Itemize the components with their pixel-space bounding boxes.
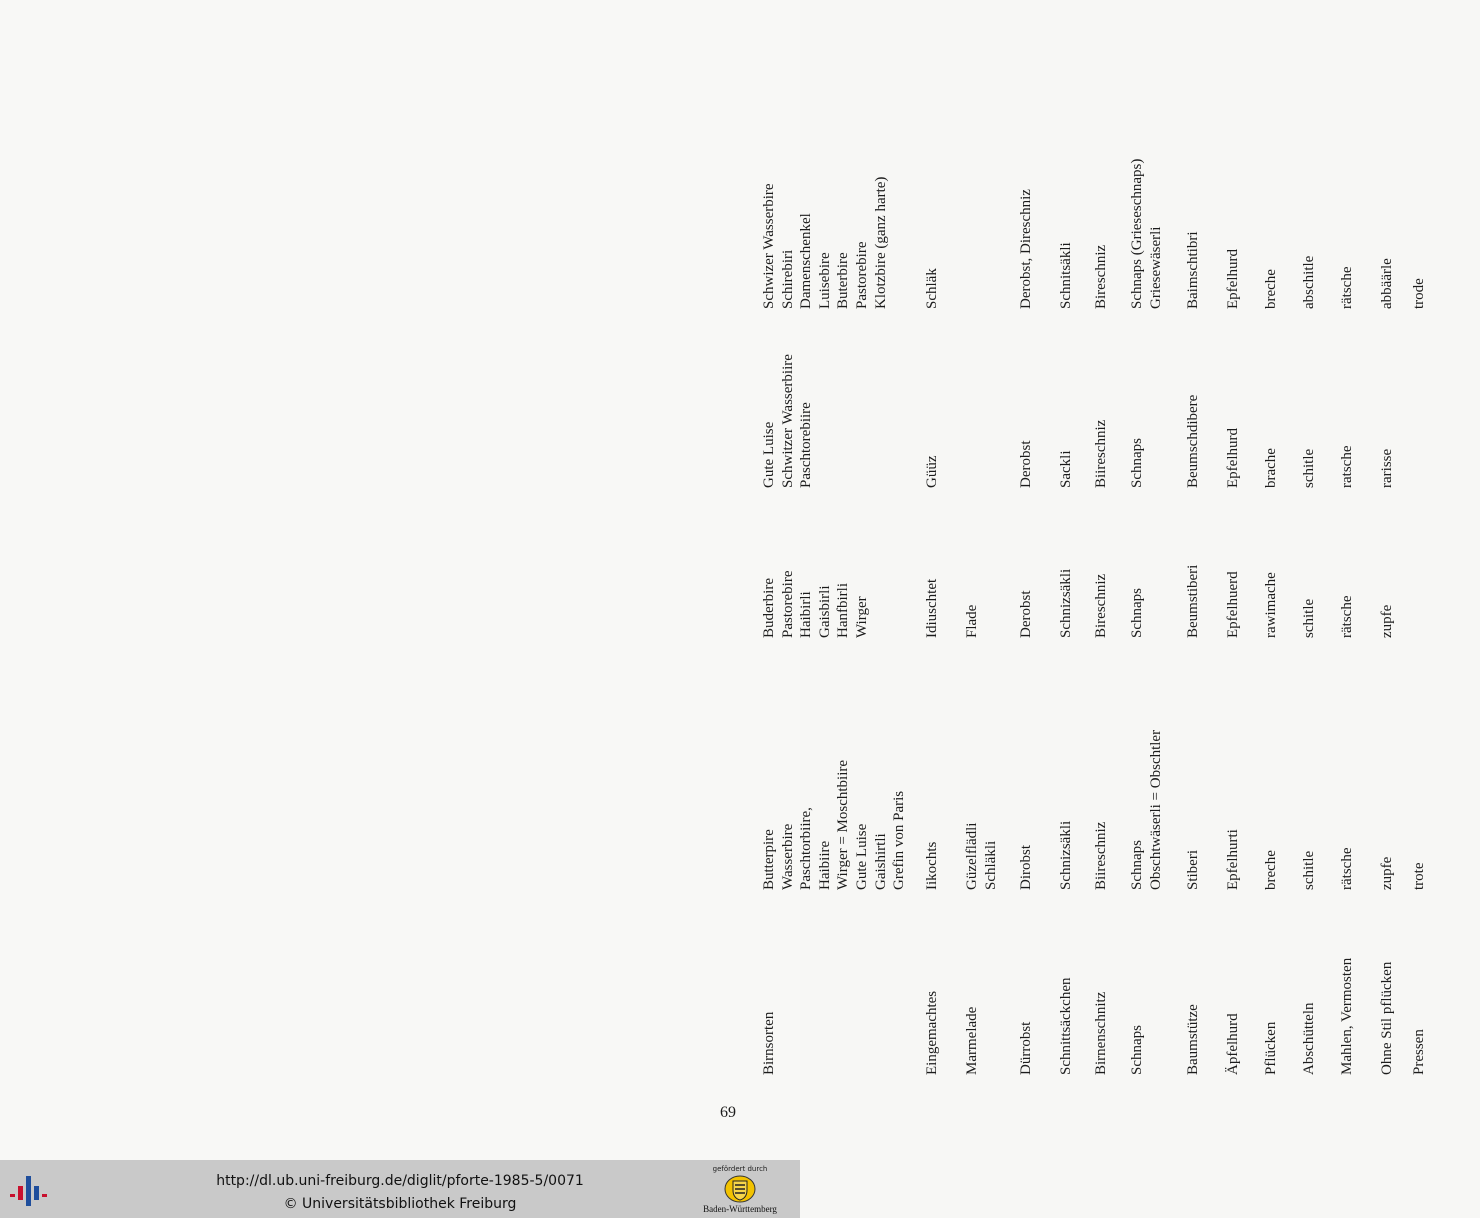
row-label: Baumstütze xyxy=(1185,1004,1201,1075)
row-label: Dürrobst xyxy=(1018,1021,1034,1075)
cell-line: Schnitsäkli xyxy=(1058,242,1074,309)
cell-line: Schnaps xyxy=(1129,840,1145,890)
cell-line: Grefin von Paris xyxy=(891,790,908,890)
cell-line: Stiberi xyxy=(1185,850,1201,890)
dialect-cell xyxy=(760,760,909,890)
footer-bar xyxy=(0,1160,800,1218)
cell-line: breche xyxy=(1263,269,1279,309)
cell-line: Flade xyxy=(964,604,980,638)
cell-line: Bireschniz xyxy=(1093,573,1109,638)
cell-line: Gute Luise xyxy=(761,421,777,488)
cell-line: ratsche xyxy=(1339,445,1355,488)
document-url-link[interactable]: http://dl.ub.uni-freiburg.de/diglit/pforte-1985-5/0071 xyxy=(216,1173,584,1189)
dialect-cell xyxy=(1184,565,1203,638)
cell-line: Griesewäserli xyxy=(1147,226,1164,309)
dialect-cell xyxy=(1262,572,1281,638)
dialect-cell xyxy=(1184,232,1203,310)
cell-line: Bireschniz xyxy=(1093,244,1109,309)
cell-line: abschitle xyxy=(1301,255,1317,309)
cell-line: Derobst xyxy=(1018,590,1034,638)
cell-line: Biireschniz xyxy=(1093,419,1109,488)
dialect-cell xyxy=(1338,446,1357,488)
dialect-cell xyxy=(760,354,816,488)
cell-line: schitle xyxy=(1301,448,1317,488)
row-label: Mahlen, Vermosten xyxy=(1339,957,1355,1075)
dialect-cell xyxy=(1128,438,1147,488)
cell-line: Derobst xyxy=(1018,440,1034,488)
cell-line: Baimschtibri xyxy=(1185,231,1201,309)
cell-line: Gaishirtli xyxy=(872,833,889,890)
cell-line: Schnaps xyxy=(1129,438,1145,488)
dialect-cell xyxy=(1057,451,1076,489)
cell-line: rätsche xyxy=(1339,847,1355,890)
dialect-cell xyxy=(1128,588,1147,638)
cell-line: trote xyxy=(1411,862,1427,890)
dialect-cell xyxy=(1338,596,1357,638)
dialect-cell xyxy=(1262,269,1281,309)
cell-line: Paschtorbiire, xyxy=(798,807,815,890)
cell-line: Gute Luise xyxy=(853,823,870,890)
dialect-cell xyxy=(1338,848,1357,890)
cell-line: rarisse xyxy=(1379,448,1395,488)
cell-line: rawimache xyxy=(1263,572,1279,638)
dialect-cell xyxy=(1262,448,1281,488)
dialect-cell xyxy=(1300,449,1319,488)
cell-line: Haibiire xyxy=(816,840,833,890)
cell-line: Schläkli xyxy=(982,840,999,890)
sponsor-badge xyxy=(690,1163,790,1215)
cell-line: Klotzbire (ganz harte) xyxy=(872,176,889,309)
dialect-cell xyxy=(1338,267,1357,309)
cell-line: rätsche xyxy=(1339,266,1355,309)
dialect-cell xyxy=(760,571,872,638)
dialect-cell xyxy=(1017,845,1036,890)
cell-line: Schnizsäkli xyxy=(1058,820,1074,890)
cell-line: Schwitzer Wasserbiire xyxy=(779,354,796,488)
cell-line: Haibirli xyxy=(798,591,815,638)
dialect-cell xyxy=(760,177,890,309)
cell-line: Damenschenkel xyxy=(798,213,815,309)
cell-line: zupfe xyxy=(1379,856,1395,890)
cell-line: Epfelhurd xyxy=(1225,249,1241,309)
dialect-cell xyxy=(923,456,942,489)
dialect-cell xyxy=(1300,851,1319,890)
dialect-cell xyxy=(1224,571,1243,638)
cell-line: rätsche xyxy=(1339,595,1355,638)
dialect-cell xyxy=(1092,245,1111,309)
cell-line: Iikochts xyxy=(924,841,940,890)
cell-line: Pastorebire xyxy=(853,241,870,309)
page-number: 69 xyxy=(720,1104,736,1121)
cell-line: Gaisbirli xyxy=(816,585,833,638)
cell-line: abbäärle xyxy=(1379,258,1395,309)
row-label: Pressen xyxy=(1411,1029,1427,1075)
row-label: Äpfelhurd xyxy=(1225,1013,1241,1075)
copyright-notice: © Universitätsbibliothek Freiburg xyxy=(283,1196,517,1212)
row-label: Pflücken xyxy=(1263,1021,1279,1075)
dialect-cell xyxy=(1300,256,1319,309)
row-label: Schnaps xyxy=(1129,1025,1145,1075)
dialect-cell xyxy=(923,842,942,890)
sponsor-name: Baden-Württemberg xyxy=(703,1204,777,1214)
dialect-cell xyxy=(1410,863,1429,891)
dialect-cell xyxy=(1017,441,1036,489)
cell-line: Schnizsäkli xyxy=(1058,568,1074,638)
cell-line: trode xyxy=(1411,278,1427,309)
cell-line: Biireschniz xyxy=(1093,821,1109,890)
dialect-cell xyxy=(1224,829,1243,890)
cell-line: brache xyxy=(1263,448,1279,488)
dialect-cell xyxy=(1092,420,1111,488)
dialect-cell xyxy=(1224,249,1243,309)
dialect-cell xyxy=(1262,850,1281,890)
dialect-cell xyxy=(1128,159,1165,309)
cell-line: Güüz xyxy=(924,455,940,488)
dialect-cell xyxy=(1128,730,1165,890)
cell-line: Wirger = Moschtbiire xyxy=(835,759,852,890)
cell-line: Beumstiberi xyxy=(1185,564,1201,638)
dialect-cell xyxy=(963,605,982,638)
row-label: Abschütteln xyxy=(1301,1002,1317,1075)
dialect-cell xyxy=(1057,569,1076,638)
dialect-cell xyxy=(1017,189,1036,309)
dialect-cell xyxy=(1057,242,1076,309)
dialect-cell xyxy=(1378,449,1397,488)
cell-line: Buderbire xyxy=(761,578,777,638)
coat-of-arms-icon xyxy=(724,1175,756,1203)
cell-line: Butterpire xyxy=(761,829,777,890)
dialect-word-table xyxy=(760,115,1480,1075)
dialect-cell xyxy=(1092,822,1111,890)
dialect-cell xyxy=(1410,278,1429,309)
cell-line: Güzelflädli xyxy=(964,822,980,890)
dialect-cell xyxy=(1300,599,1319,638)
row-label: Eingemachtes xyxy=(924,990,940,1075)
cell-line: Wasserbire xyxy=(779,823,796,890)
cell-line: Beumschdibere xyxy=(1185,394,1201,488)
dialect-cell xyxy=(1017,591,1036,639)
cell-line: breche xyxy=(1263,850,1279,890)
cell-line: Schläk xyxy=(924,268,940,309)
row-label: Marmelade xyxy=(964,1006,980,1075)
sponsor-caption: gefördert durch xyxy=(712,1165,768,1173)
cell-line: Hanfbirli xyxy=(835,583,852,638)
dialect-cell xyxy=(923,579,942,638)
dialect-cell xyxy=(1184,395,1203,488)
cell-line: Luisebire xyxy=(816,252,833,309)
cell-line: Dirobst xyxy=(1018,845,1034,890)
cell-line: Sackli xyxy=(1058,450,1074,488)
dialect-cell xyxy=(1378,857,1397,890)
cell-line: Epfelhurti xyxy=(1225,829,1241,890)
dialect-cell xyxy=(1224,428,1243,488)
cell-line: Schirebiri xyxy=(779,249,796,309)
cell-line: schitle xyxy=(1301,598,1317,638)
cell-line: schitle xyxy=(1301,850,1317,890)
cell-line: Epfelhuerd xyxy=(1225,571,1241,638)
dialect-cell xyxy=(963,823,1000,890)
cell-line: Derobst, Direschniz xyxy=(1018,189,1034,309)
cell-line: Idiuschtet xyxy=(924,578,940,638)
dialect-cell xyxy=(1092,574,1111,638)
row-label: Birnsorten xyxy=(761,1011,777,1075)
dialect-cell xyxy=(1378,605,1397,638)
cell-line: Obschtwäserli = Obschtler xyxy=(1147,729,1164,890)
cell-line: Wirger xyxy=(853,596,870,638)
row-label: Schnittsäckchen xyxy=(1058,977,1074,1075)
cell-line: Epfelhurd xyxy=(1225,428,1241,488)
dialect-cell xyxy=(1378,258,1397,309)
cell-line: zupfe xyxy=(1379,604,1395,638)
dialect-cell xyxy=(1057,821,1076,890)
cell-line: Schnaps xyxy=(1129,588,1145,638)
cell-line: Schwizer Wasserbire xyxy=(761,183,777,309)
dialect-cell xyxy=(923,268,942,309)
cell-line: Pastorebire xyxy=(779,570,796,638)
cell-line: Buterbire xyxy=(835,252,852,309)
dialect-cell xyxy=(1184,850,1203,890)
cell-line: Schnaps (Grieseschnaps) xyxy=(1129,158,1145,309)
row-label: Birnenschnitz xyxy=(1093,991,1109,1075)
cell-line: Paschtorebiire xyxy=(798,402,815,488)
row-label: Ohne Stil pflücken xyxy=(1379,961,1395,1075)
